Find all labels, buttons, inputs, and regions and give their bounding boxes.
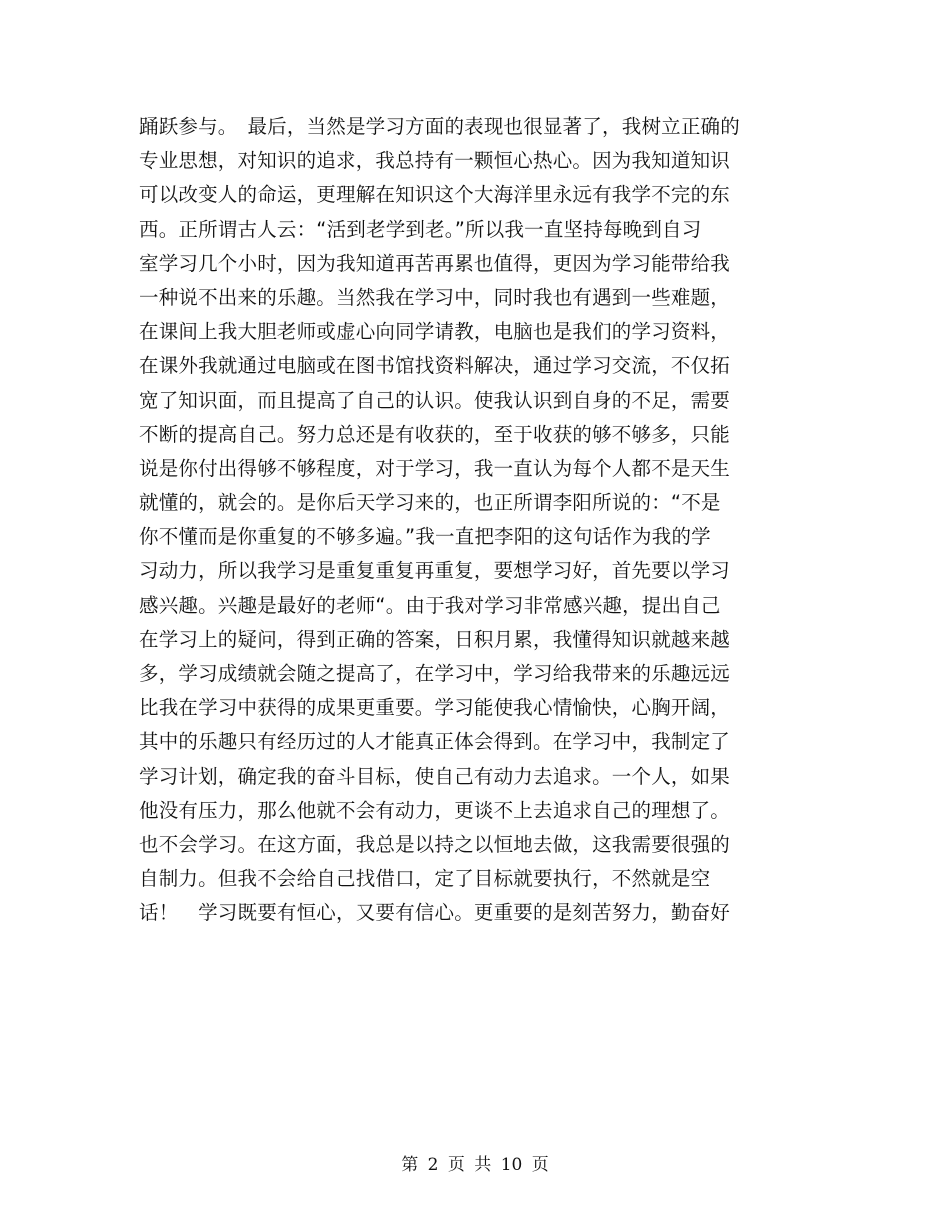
text-line: 踊跃参与。 最后，当然是学习方面的表现也很显著了，我树立正确的 bbox=[139, 115, 740, 138]
text-line: 感兴趣。兴趣是最好的老师“。由于我对学习非常感兴趣，提出自己 bbox=[139, 593, 721, 617]
page-number-label: 第 2 页 共 10 页 bbox=[401, 1155, 549, 1175]
text-line: 室学习几个小时，因为我知道再苦再累也值得，更因为学习能带给我 bbox=[139, 251, 731, 275]
page-footer bbox=[0, 1150, 950, 1175]
text-line: 自制力。但我不会给自己找借口，定了目标就要执行，不然就是空 bbox=[139, 867, 711, 891]
text-line: 一种说不出来的乐趣。当然我在学习中，同时我也有遇到一些难题， bbox=[139, 285, 731, 309]
text-line: 说是你付出得够不够程度，对于学习，我一直认为每个人都不是天生 bbox=[139, 456, 731, 480]
text-line: 在课间上我大胆老师或虚心向同学请教，电脑也是我们的学习资料， bbox=[139, 320, 731, 344]
text-line: 也不会学习。在这方面，我总是以持之以恒地去做，这我需要很强的 bbox=[139, 832, 731, 856]
text-line: 比我在学习中获得的成果更重要。学习能使我心情愉快，心胸开阔， bbox=[139, 696, 731, 720]
text-line: 你不懂而是你重复的不够多遍。”我一直把李阳的这句话作为我的学 bbox=[139, 525, 711, 549]
text-line: 可以改变人的命运，更理解在知识这个大海洋里永远有我学不完的东 bbox=[139, 183, 731, 207]
text-line: 专业思想，对知识的追求，我总持有一颗恒心热心。因为我知道知识 bbox=[139, 149, 731, 173]
text-line: 宽了知识面，而且提高了自己的认识。使我认识到自身的不足，需要 bbox=[139, 388, 731, 412]
text-line: 他没有压力，那么他就不会有动力，更谈不上去追求自己的理想了。 bbox=[139, 798, 731, 822]
text-line: 在学习上的疑问，得到正确的答案，日积月累，我懂得知识就越来越 bbox=[139, 627, 731, 651]
text-line: 不断的提高自己。努力总还是有收获的，至于收获的够不够多，只能 bbox=[139, 422, 731, 446]
text-line: 西。正所谓古人云：“活到老学到老。”所以我一直坚持每晚到自习 bbox=[139, 217, 702, 241]
text-line: 习动力，所以我学习是重复重复再重复，要想学习好，首先要以学习 bbox=[139, 559, 731, 583]
text-line: 其中的乐趣只有经历过的人才能真正体会得到。在学习中，我制定了 bbox=[139, 730, 731, 754]
text-line: 话！ 学习既要有恒心，又要有信心。更重要的是刻苦努力，勤奋好 bbox=[139, 901, 731, 925]
text-line: 在课外我就通过电脑或在图书馆找资料解决，通过学习交流，不仅拓 bbox=[139, 354, 731, 378]
text-line: 多，学习成绩就会随之提高了，在学习中，学习给我带来的乐趣远远 bbox=[139, 662, 731, 685]
body-text bbox=[139, 110, 819, 931]
text-line: 就懂的，就会的。是你后天学习来的，也正所谓李阳所说的：“不是 bbox=[139, 491, 721, 515]
text-line: 学习计划，确定我的奋斗目标，使自己有动力去追求。一个人，如果 bbox=[139, 764, 731, 788]
